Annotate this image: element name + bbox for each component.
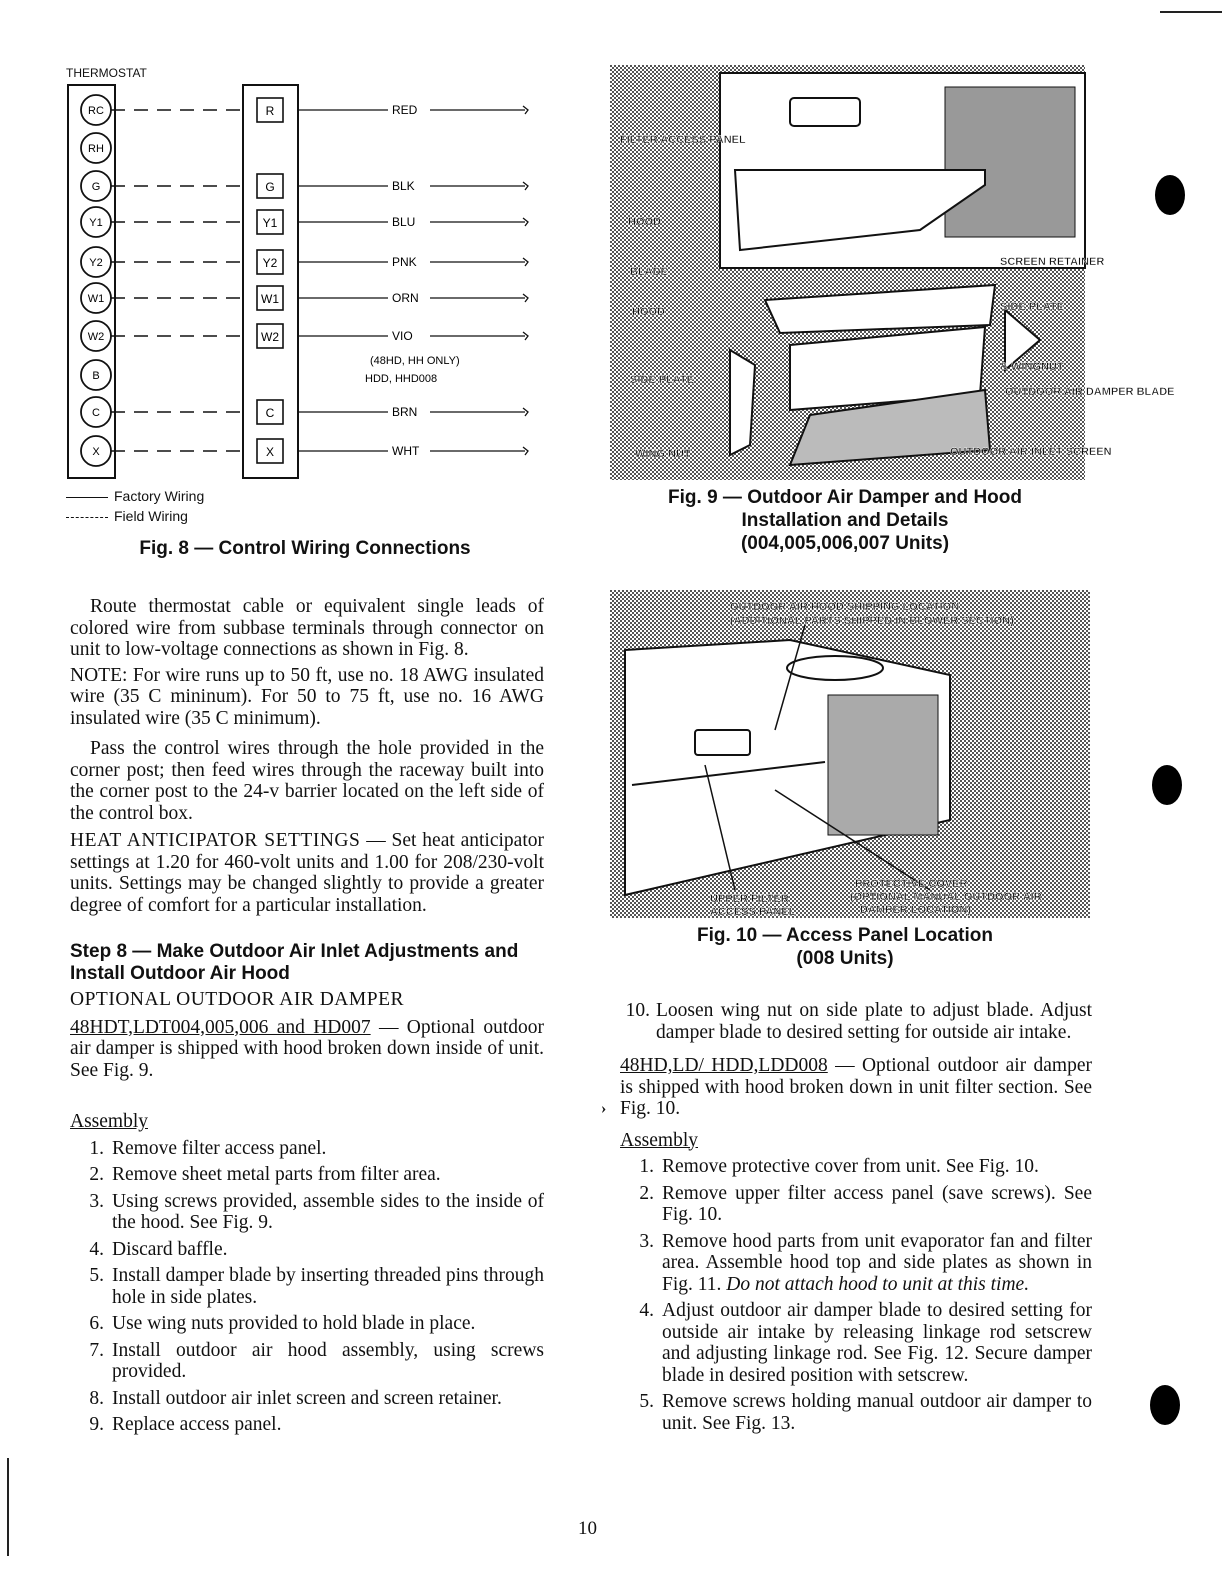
assembly-steps xyxy=(620,1156,1092,1434)
figure-callout-label: BLADE xyxy=(630,266,668,278)
paragraph: Route thermostat cable or equivalent single leads of colored wire from subbase terminals through connector on unit to low-voltage connections as shown in Fig. 8. xyxy=(70,596,544,660)
figure-callout-label: HOOD xyxy=(632,306,665,318)
wire-color-label: ORN xyxy=(392,291,419,305)
list-item: 5. Remove screws holding manual outdoor air damper to unit. See Fig. 13. xyxy=(639,1391,1092,1434)
figure-callout-label: WING NUT xyxy=(635,448,691,460)
corner-rule xyxy=(1160,11,1222,13)
note: NOTE: For wire runs up to 50 ft, use no. 18 AWG insulated wire (35 C mininum). For 50 to 75 ft, use no. 16 AWG insulated wire (35 C minimum). xyxy=(70,664,544,729)
figure-callout-label: UPPER FILTER xyxy=(710,893,789,905)
wire-color-label: BLU xyxy=(392,215,416,229)
figure-callout-label: & WINGNUT xyxy=(1000,361,1064,373)
wiring-legend xyxy=(66,486,204,526)
unit-nameplate xyxy=(695,730,750,755)
wire-color-label: PNK xyxy=(392,255,417,269)
vio-note: (48HD, HH ONLY) xyxy=(370,355,460,367)
thermostat-terminal-label: Y2 xyxy=(89,257,103,269)
list-item: 5. Install damper blade by inserting threaded pins through hole in side plates. xyxy=(89,1265,544,1308)
list-item: 9. Replace access panel. xyxy=(89,1414,282,1435)
wire-color-label: WHT xyxy=(392,444,420,458)
assembly-heading: Assembly xyxy=(620,1129,698,1151)
block-terminal-label: G xyxy=(265,180,275,194)
margin-rule xyxy=(7,1458,9,1556)
paragraph: Pass the control wires through the hole provided in the corner post; then feed wires through the raceway built into the corner post to the 24-v barrier located on the left side of the control box. xyxy=(70,738,544,824)
list-item: 3. Using screws provided, assemble sides to the inside of the hood. See Fig. 9. xyxy=(89,1190,544,1233)
binder-hole-mark xyxy=(1150,1385,1180,1425)
optional-damper-heading: OPTIONAL OUTDOOR AIR DAMPER xyxy=(70,989,404,1010)
figure-callout-label: OUTDOOR AIR INLET SCREEN xyxy=(950,446,1112,458)
figure-callout-label: SCREEN RETAINER xyxy=(1000,256,1105,268)
coil-grille xyxy=(945,87,1075,237)
block-terminal-label: X xyxy=(265,445,275,459)
list-item: 4. Discard baffle. xyxy=(89,1238,228,1260)
heat-anticipator-paragraph: HEAT ANTICIPATOR SETTINGS — Set heat anticipator settings at 1.20 for 460-volt units and 1.00 for 208/230-volt units. Settings may be changed slightly to provide a greater degree of comfort for a particular installation. xyxy=(70,830,544,916)
left-column xyxy=(70,596,544,1441)
list-item: 1. Remove filter access panel. xyxy=(89,1137,327,1159)
fig10-access-panel-illustration xyxy=(610,590,1090,918)
binder-hole-mark xyxy=(1155,175,1185,215)
list-item: 10. Loosen wing nut on side plate to adjust blade. Adjust damper blade to desired setting for outside air intake. xyxy=(625,1000,1092,1043)
assembly-steps-continued xyxy=(620,1000,1092,1043)
wire-color-label: BLK xyxy=(392,179,415,193)
thermostat-terminal-label: RC xyxy=(88,105,104,117)
step-8-heading: Step 8 — Make Outdoor Air Inlet Adjustments and Install Outdoor Air Hood xyxy=(70,941,519,984)
fig10-caption: Fig. 10 — Access Panel Location (008 Units) xyxy=(696,925,993,969)
wire-color-label: VIO xyxy=(392,329,413,343)
paragraph: 48HDT,LDT004,005,006 and HD007 — Optional outdoor air damper is shipped with hood broken down inside of unit. See Fig. 9. xyxy=(70,1016,544,1081)
figure-callout-label: OUTDOOR AIR DAMPER BLADE xyxy=(1005,386,1175,398)
list-item: 3. Remove hood parts from unit evaporator fan and filter area. Assemble hood top and side plates as shown in Fig. 11. Do not attach hood to unit at this time. xyxy=(639,1230,1092,1295)
figure-callout-label: HOOD xyxy=(628,216,661,228)
assembly-heading: Assembly xyxy=(70,1111,148,1132)
legend-factory: Factory Wiring xyxy=(66,486,204,506)
figure-callout-label: (OPTIONAL MANUAL OUTDOOR AIR xyxy=(850,891,1042,903)
control-wiring-diagram xyxy=(60,80,560,490)
unit-nameplate xyxy=(790,98,860,126)
figure-callout-label: SIDE PLATE xyxy=(630,374,694,386)
page-number: 10 xyxy=(578,1518,597,1539)
figure-callout-label: FILTER ACCESS PANEL xyxy=(620,134,746,146)
figure-callout-label: PROTECTIVE COVER xyxy=(855,878,968,890)
figure-callout-label: OUTDOOR AIR HOOD SHIPPING LOCATION xyxy=(730,601,960,613)
fig8-caption: Fig. 8 — Control Wiring Connections xyxy=(139,538,471,559)
margin-mark: › xyxy=(601,1100,607,1117)
thermostat-terminal-label: X xyxy=(92,446,100,458)
list-item: 6. Use wing nuts provided to hold blade in place. xyxy=(89,1313,476,1334)
block-terminal-label: W2 xyxy=(261,330,279,344)
thermostat-terminal-label: C xyxy=(92,407,100,419)
list-item: 4. Adjust outdoor air damper blade to desired setting for outside air intake by releasing linkage rod setscrew and adjusting linkage rod. See Fig. 12. Secure damper blade in desired position with setscrew. xyxy=(639,1300,1092,1386)
fig9-caption: Fig. 9 — Outdoor Air Damper and Hood Installation and Details (004,005,006,007 Units) xyxy=(668,487,1022,554)
block-terminal-label: C xyxy=(265,406,275,420)
fig9-damper-hood-illustration xyxy=(610,65,1175,480)
block-terminal-label: Y2 xyxy=(262,256,278,270)
list-item: 2. Remove sheet metal parts from filter area. xyxy=(89,1164,441,1185)
figure-callout-label: ACCESS PANEL xyxy=(710,906,796,918)
block-terminal-label: R xyxy=(265,104,275,118)
figure-callout-label: SIDE PLATE xyxy=(1000,301,1064,313)
thermostat-terminal-label: Y1 xyxy=(89,217,103,229)
binder-hole-mark xyxy=(1152,765,1182,805)
thermostat-terminal-label: G xyxy=(91,181,101,193)
list-item: 7. Install outdoor air hood assembly, using screws provided. xyxy=(89,1339,544,1382)
legend-field: Field Wiring xyxy=(66,506,204,526)
side-plate-left xyxy=(730,350,755,455)
block-terminal-label: W1 xyxy=(261,292,279,306)
block-terminal-label: Y1 xyxy=(262,216,278,230)
wire-color-label: RED xyxy=(392,103,418,117)
fan-grille xyxy=(787,656,883,680)
list-item: 2. Remove upper filter access panel (save screws). See Fig. 10. xyxy=(639,1182,1092,1225)
thermostat-terminal-label: W1 xyxy=(87,293,105,305)
figure-callout-label: DAMPER LOCATION) xyxy=(860,904,972,916)
figure-callout-label: (ADDITIONAL PARTS SHIPPED IN BLOWER SECTION) xyxy=(730,615,1014,627)
list-item: 8. Install outdoor air inlet screen and screen retainer. xyxy=(89,1387,502,1409)
thermostat-terminal-label: B xyxy=(92,370,100,382)
thermostat-terminal-label: W2 xyxy=(87,331,105,343)
wire-color-label: BRN xyxy=(392,405,418,419)
coil-grille xyxy=(828,695,938,835)
thermostat-terminal-label: RH xyxy=(88,143,104,155)
thermostat-label: THERMOSTAT xyxy=(66,66,147,80)
assembly-steps xyxy=(70,1138,544,1436)
vio-note: HDD, HHD008 xyxy=(365,373,438,385)
right-column xyxy=(620,1000,1092,1439)
paragraph: 48HD,LD/ HDD,LDD008 — Optional outdoor air damper is shipped with hood broken down in unit filter section. See Fig. 10. xyxy=(620,1055,1092,1119)
list-item: 1. Remove protective cover from unit. See Fig. 10. xyxy=(639,1156,1039,1177)
